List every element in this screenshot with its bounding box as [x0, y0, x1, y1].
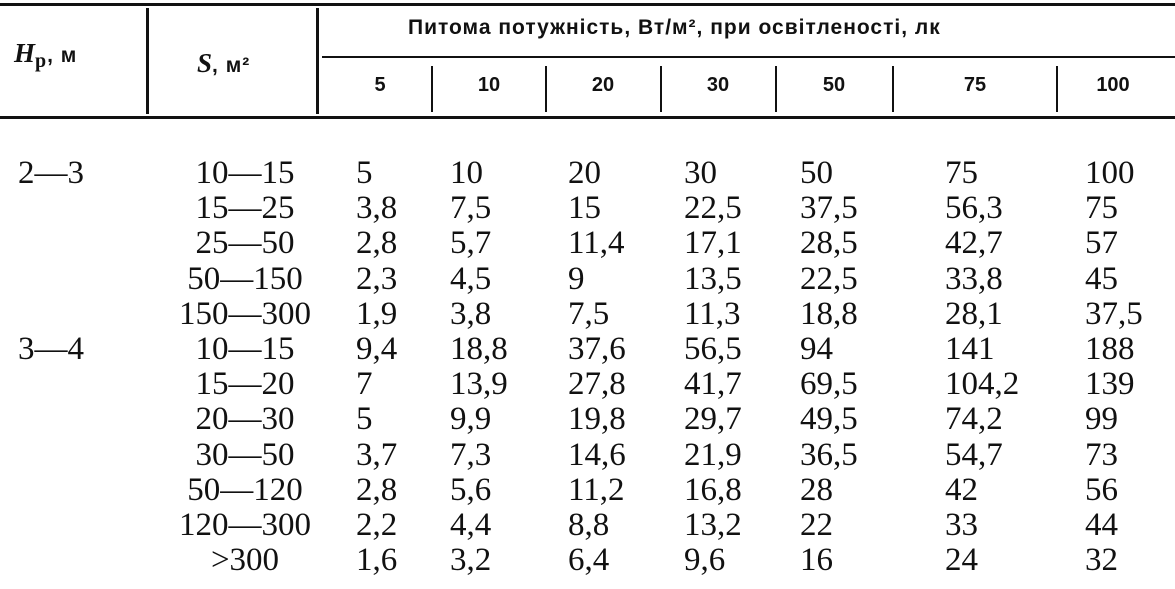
- power-value-cell: 99: [1085, 401, 1118, 438]
- power-value-cell: 57: [1085, 225, 1118, 262]
- power-value-cell: 17,1: [684, 225, 742, 262]
- power-value-cell: 9,4: [356, 331, 398, 367]
- column-divider: [892, 66, 894, 112]
- power-value-cell: 30: [684, 155, 717, 191]
- power-value-cell: 73: [1085, 436, 1118, 473]
- header-top-rule: [0, 3, 1175, 6]
- height-subscript: p: [35, 50, 48, 73]
- header-power-caption: Питома потужність, Вт/м², при освітленості, лк: [408, 16, 941, 39]
- power-value-cell: 5,6: [450, 471, 492, 508]
- power-value-cell: 2,8: [356, 225, 398, 262]
- power-value-cell: 5,7: [450, 225, 492, 262]
- header-height: [14, 38, 77, 73]
- power-value-cell: 104,2: [945, 366, 1020, 403]
- column-divider: [316, 8, 319, 114]
- area-range-cell: 30—50: [195, 436, 295, 473]
- height-unit: , м: [47, 44, 78, 67]
- power-value-cell: 42,7: [945, 225, 1003, 262]
- power-value-cell: 37,5: [1085, 295, 1143, 332]
- power-value-cell: 8,8: [568, 507, 610, 543]
- power-value-cell: 22,5: [684, 190, 742, 227]
- column-divider: [775, 66, 777, 112]
- power-value-cell: 13,9: [450, 366, 508, 403]
- power-value-cell: 94: [800, 331, 833, 367]
- lux-level-header: 50: [822, 74, 846, 96]
- header-bottom-rule: [0, 116, 1175, 119]
- area-range-cell: 50—120: [187, 471, 303, 508]
- power-value-cell: 36,5: [800, 436, 858, 473]
- power-value-cell: 44: [1085, 507, 1118, 543]
- area-range-cell: 10—15: [195, 155, 295, 191]
- column-divider: [431, 66, 433, 112]
- power-value-cell: 188: [1085, 331, 1135, 367]
- power-value-cell: 22: [800, 507, 833, 543]
- power-value-cell: 49,5: [800, 401, 858, 438]
- power-value-cell: 7,5: [568, 295, 610, 332]
- power-value-cell: 20: [568, 155, 601, 191]
- power-value-cell: 56,5: [684, 331, 742, 367]
- area-range-cell: 10—15: [195, 331, 295, 367]
- power-value-cell: 3,8: [450, 295, 492, 332]
- power-value-cell: 18,8: [450, 331, 508, 367]
- area-range-cell: 50—150: [187, 260, 303, 297]
- power-value-cell: 15: [568, 190, 601, 227]
- area-range-cell: 25—50: [195, 225, 295, 262]
- subheader-rule: [322, 56, 1175, 58]
- power-value-cell: 13,2: [684, 507, 742, 543]
- power-value-cell: 50: [800, 155, 833, 191]
- height-range-cell: 2—3: [18, 155, 84, 191]
- power-value-cell: 19,8: [568, 401, 626, 438]
- power-value-cell: 5: [356, 401, 373, 438]
- power-value-cell: 7: [356, 366, 373, 403]
- height-symbol: H: [14, 38, 36, 68]
- power-value-cell: 14,6: [568, 436, 626, 473]
- power-value-cell: 33,8: [945, 260, 1003, 297]
- power-value-cell: 1,9: [356, 295, 398, 332]
- area-range-cell: 15—25: [195, 190, 295, 227]
- power-value-cell: 11,2: [568, 471, 625, 508]
- power-value-cell: 9,6: [684, 542, 726, 579]
- area-range-cell: 150—300: [179, 295, 311, 332]
- power-value-cell: 3,2: [450, 542, 492, 579]
- power-value-cell: 18,8: [800, 295, 858, 332]
- power-value-cell: 7,3: [450, 436, 492, 473]
- lux-level-header: 10: [477, 74, 501, 96]
- power-value-cell: 75: [945, 155, 978, 191]
- area-range-cell: >300: [210, 542, 280, 579]
- area-range-cell: 120—300: [179, 507, 311, 543]
- power-value-cell: 11,4: [568, 225, 625, 262]
- power-value-cell: 74,2: [945, 401, 1003, 438]
- height-range-cell: 3—4: [18, 331, 84, 367]
- power-value-cell: 24: [945, 542, 978, 579]
- column-divider: [146, 8, 149, 114]
- column-divider: [1056, 66, 1058, 112]
- lux-level-header: 5: [374, 74, 386, 96]
- power-value-cell: 54,7: [945, 436, 1003, 473]
- power-value-cell: 42: [945, 471, 978, 508]
- power-value-cell: 37,5: [800, 190, 858, 227]
- power-value-cell: 69,5: [800, 366, 858, 403]
- power-value-cell: 56,3: [945, 190, 1003, 227]
- header-area: [197, 48, 250, 79]
- power-value-cell: 3,8: [356, 190, 398, 227]
- power-value-cell: 41,7: [684, 366, 742, 403]
- area-range-cell: 15—20: [195, 366, 295, 403]
- power-value-cell: 16,8: [684, 471, 742, 508]
- power-value-cell: 56: [1085, 471, 1118, 508]
- power-value-cell: 4,4: [450, 507, 492, 543]
- area-unit: , м²: [212, 54, 251, 77]
- power-value-cell: 27,8: [568, 366, 626, 403]
- column-divider: [545, 66, 547, 112]
- power-value-cell: 7,5: [450, 190, 492, 227]
- power-value-cell: 4,5: [450, 260, 492, 297]
- power-value-cell: 139: [1085, 366, 1135, 403]
- power-value-cell: 2,2: [356, 507, 398, 543]
- power-value-cell: 21,9: [684, 436, 742, 473]
- power-value-cell: 28,1: [945, 295, 1003, 332]
- power-value-cell: 1,6: [356, 542, 398, 579]
- power-value-cell: 3,7: [356, 436, 398, 473]
- lux-level-header: 20: [591, 74, 615, 96]
- power-value-cell: 16: [800, 542, 833, 579]
- column-divider: [660, 66, 662, 112]
- power-value-cell: 45: [1085, 260, 1118, 297]
- power-value-cell: 2,8: [356, 471, 398, 508]
- power-value-cell: 29,7: [684, 401, 742, 438]
- power-value-cell: 28: [800, 471, 833, 508]
- power-value-cell: 75: [1085, 190, 1118, 227]
- power-value-cell: 9,9: [450, 401, 492, 438]
- power-value-cell: 22,5: [800, 260, 858, 297]
- lux-level-header: 100: [1096, 74, 1130, 96]
- power-value-cell: 100: [1085, 155, 1135, 191]
- power-value-cell: 33: [945, 507, 978, 543]
- power-value-cell: 6,4: [568, 542, 610, 579]
- power-value-cell: 28,5: [800, 225, 858, 262]
- power-value-cell: 5: [356, 155, 373, 191]
- power-value-cell: 11,3: [684, 295, 741, 332]
- power-value-cell: 141: [945, 331, 995, 367]
- power-value-cell: 37,6: [568, 331, 626, 367]
- area-range-cell: 20—30: [195, 401, 295, 438]
- power-value-cell: 32: [1085, 542, 1118, 579]
- area-symbol: S: [197, 48, 213, 78]
- lux-level-header: 30: [706, 74, 730, 96]
- power-value-cell: 10: [450, 155, 483, 191]
- lux-level-header: 75: [963, 74, 987, 96]
- power-value-cell: 2,3: [356, 260, 398, 297]
- power-value-cell: 9: [568, 260, 585, 297]
- power-value-cell: 13,5: [684, 260, 742, 297]
